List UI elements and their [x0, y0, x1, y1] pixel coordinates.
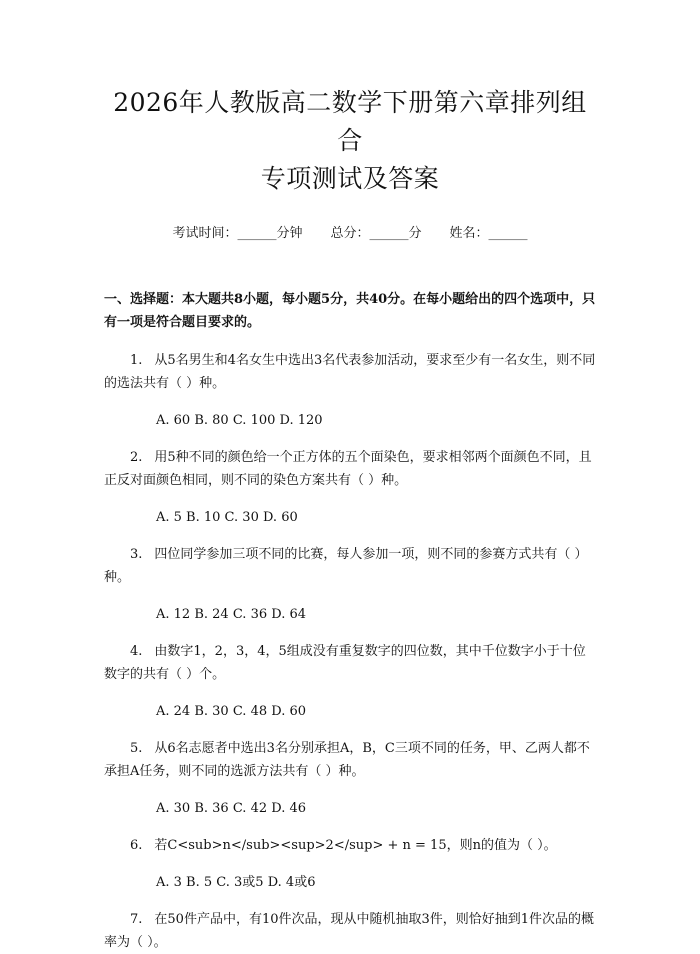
question-body: 从5名男生和4名女生中选出3名代表参加活动，要求至少有一名女生，则不同的选法共有（ ）种。 [104, 353, 596, 391]
question-body: 若C<sub>n</sub><sup>2</sup> + n = 15，则n的值为（ ）。 [154, 838, 557, 853]
title-line-1: 2026年人教版高二数学下册第六章排列组合 [113, 88, 587, 155]
question-item [104, 640, 596, 722]
question-item [104, 834, 596, 893]
question-body: 在50件产品中，有10件次品，现从中随机抽取3件，则恰好抽到1件次品的概率为（ ）。 [104, 912, 595, 950]
title-line-2: 专项测试及答案 [260, 164, 440, 193]
question-options: A. 12 B. 24 C. 36 D. 64 [156, 607, 307, 622]
question-number: 2. [130, 450, 143, 465]
question-options: A. 24 B. 30 C. 48 D. 60 [156, 704, 307, 719]
question-options: A. 5 B. 10 C. 30 D. 60 [156, 510, 298, 525]
question-text [104, 349, 596, 395]
question-item [104, 543, 596, 625]
question-text [104, 446, 596, 492]
question-item [104, 908, 596, 954]
question-item [104, 349, 596, 431]
question-text [104, 737, 596, 783]
question-number: 6. [130, 838, 143, 853]
question-options: A. 3 B. 5 C. 3或5 D. 4或6 [156, 875, 316, 890]
question-options: A. 30 B. 36 C. 42 D. 46 [156, 801, 307, 816]
question-text [104, 908, 596, 954]
question-text [104, 640, 596, 686]
question-body: 从6名志愿者中选出3名分别承担A，B，C三项不同的任务，甲、乙两人都不承担A任务，则不同的选派方法共有（ ）种。 [104, 741, 590, 779]
question-body: 用5种不同的颜色给一个正方体的五个面染色，要求相邻两个面颜色不同，且正反对面颜色相同，则不同的染色方案共有（ ）种。 [104, 450, 592, 488]
question-number: 1. [130, 353, 143, 368]
question-item [104, 737, 596, 819]
question-text [104, 834, 596, 857]
question-item [104, 446, 596, 528]
question-options: A. 60 B. 80 C. 100 D. 120 [156, 413, 323, 428]
question-number: 7. [130, 912, 143, 927]
section-heading: 一、选择题：本大题共8小题，每小题5分，共40分。在每小题给出的四个选项中，只有一项是符合题目要求的。 [104, 292, 596, 330]
question-body: 由数字1，2，3，4，5组成没有重复数字的四位数，其中千位数字小于十位数字的共有（ ）个。 [104, 644, 586, 682]
question-number: 4. [130, 644, 143, 659]
question-text [104, 543, 596, 589]
question-number: 5. [130, 741, 143, 756]
document-title [104, 84, 596, 198]
exam-time-label: 考试时间：______分钟 [172, 226, 303, 241]
question-number: 3. [130, 547, 143, 562]
question-list [104, 349, 596, 954]
question-body: 四位同学参加三项不同的比赛，每人参加一项，则不同的参赛方式共有（ ）种。 [104, 547, 588, 585]
student-name-label: 姓名：______ [449, 226, 528, 241]
total-score-label: 总分：______分 [330, 226, 422, 241]
exam-info-line [104, 224, 596, 244]
